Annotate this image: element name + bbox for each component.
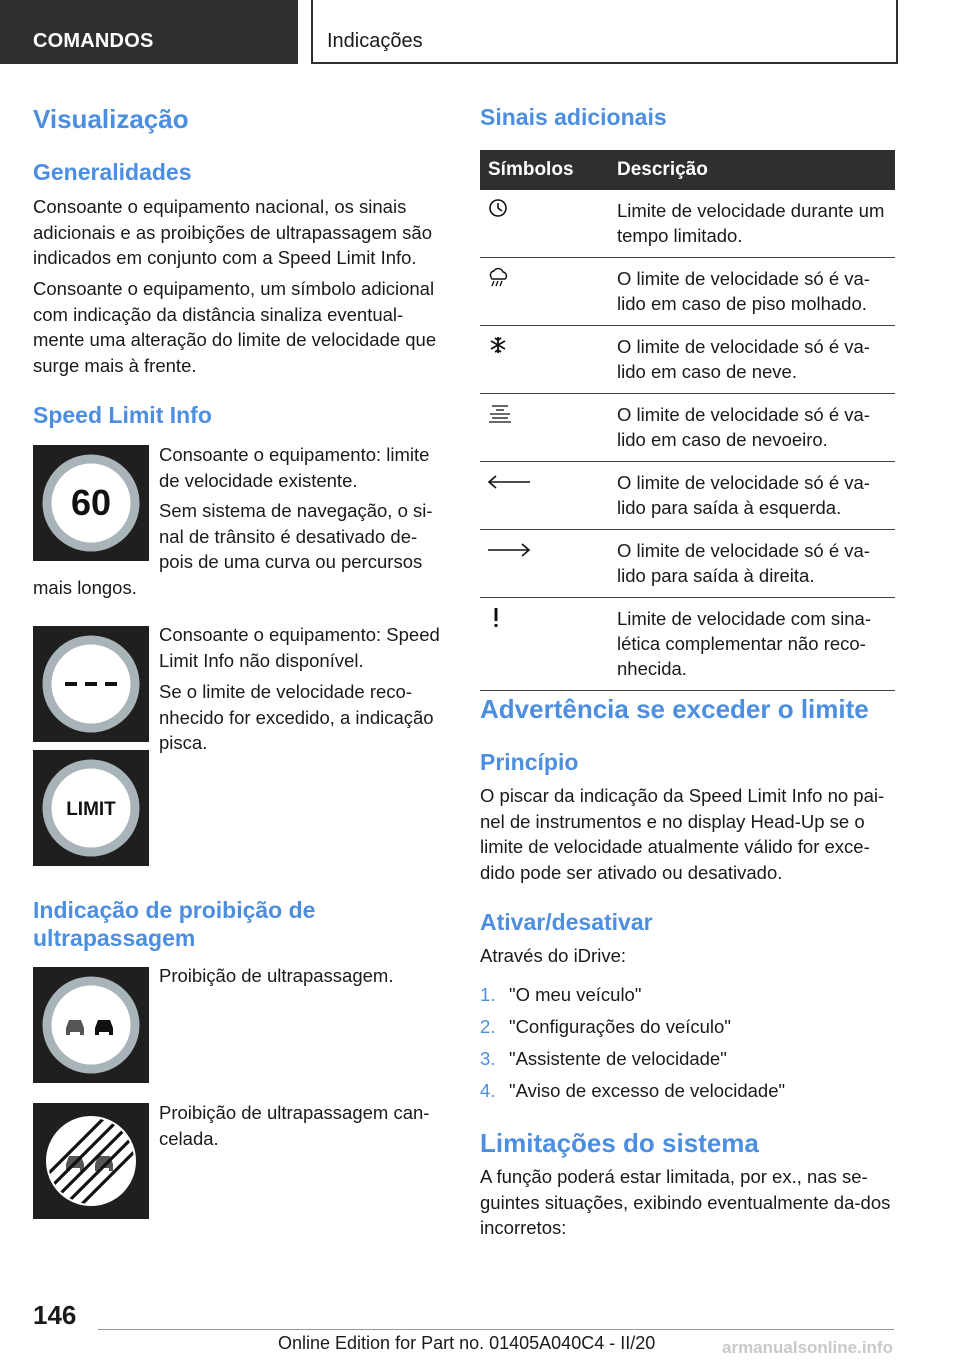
description-cell: Limite de velocidade com sina-lética complementar não reco-nhecida. (609, 598, 895, 691)
speed-limit-paragraph-3: Consoante o equipamento: Speed Limit Info não disponível. (159, 624, 440, 671)
description-cell: Limite de velocidade durante um tempo limitado. (609, 190, 895, 258)
generalidades-heading: Generalidades (33, 159, 192, 185)
step-text: "O meu veículo" (509, 984, 642, 1005)
ativar-paragraph: Através do iDrive: (480, 945, 626, 966)
sign-60-text: 60 (70, 482, 112, 523)
header-chapter-tab (311, 0, 898, 64)
header-chapter-label: Indicações (327, 30, 423, 52)
speed-limit-paragraph-1: Consoante o equipamento: limite de velocidade existente. (159, 444, 430, 491)
no-overtaking-cancelled-sign (33, 1103, 149, 1219)
table-row (480, 326, 895, 394)
step-number: 1. (480, 984, 496, 1005)
arrow-right-icon (486, 538, 532, 562)
step-text: "Aviso de excesso de velocidade" (509, 1080, 786, 1101)
arrow-left-icon (486, 470, 532, 494)
sign-limit-text: LIMIT (66, 799, 116, 820)
table-row (480, 598, 895, 691)
table-row (480, 394, 895, 462)
description-cell: O limite de velocidade só é va-lido para saída à direita. (609, 530, 895, 598)
symbol-cell (480, 394, 609, 462)
speed-limit-paragraph-2: Sem sistema de navegação, o si-nal de trânsito é desativado de-pois de uma curva ou percursos mais longos. (33, 500, 433, 598)
advertencia-heading: Advertência se exceder o limite (480, 694, 869, 724)
speed-limit-unavailable-sign (33, 626, 149, 742)
limitacoes-heading: Limitações do sistema (480, 1128, 759, 1158)
section-title: Visualização (33, 104, 189, 134)
symbol-cell (480, 326, 609, 394)
description-cell: O limite de velocidade só é va-lido em caso de neve. (609, 326, 895, 394)
footer-divider (98, 1329, 894, 1330)
speed-limit-exceeded-sign (33, 750, 149, 866)
generalidades-paragraph-2: Consoante o equipamento, um símbolo adicional com indicação da distância sinaliza eventual-mente uma alteração do limite de velocidade que surge mais à frente. (33, 278, 437, 376)
overtaking-paragraph-1: Proibição de ultrapassagem. (159, 965, 394, 986)
ativar-heading: Ativar/desativar (480, 909, 653, 935)
step-text: "Configurações do veículo" (509, 1016, 731, 1037)
page-number: 146 (33, 1300, 77, 1330)
principio-heading: Princípio (480, 749, 579, 775)
no-overtaking-sign (33, 967, 149, 1083)
step-number: 4. (480, 1080, 496, 1101)
symbols-table-header (480, 150, 895, 190)
list-item (480, 982, 785, 1014)
list-item (480, 1014, 785, 1046)
step-number: 3. (480, 1048, 496, 1069)
symbol-cell (480, 190, 609, 258)
header-section-label: COMANDOS (33, 30, 154, 52)
table-row (480, 530, 895, 598)
col-symbols-header: Símbolos (480, 150, 609, 190)
idrive-steps-list (480, 982, 785, 1110)
clock-icon (486, 198, 510, 222)
generalidades-paragraph-1: Consoante o equipamento nacional, os sinais adicionais e as proibições de ultrapassagem são indicados em conjunto com a Speed Limit Info. (33, 196, 433, 268)
description-cell: O limite de velocidade só é va-lido em caso de nevoeiro. (609, 394, 895, 462)
table-row (480, 462, 895, 530)
step-number: 2. (480, 1016, 496, 1037)
sinais-heading: Sinais adicionais (480, 104, 667, 130)
watermark: armanualsonline.info (722, 1338, 893, 1357)
symbol-cell (480, 462, 609, 530)
overtaking-paragraph-2: Proibição de ultrapassagem can-celada. (159, 1102, 430, 1149)
list-item (480, 1046, 785, 1078)
fog-icon (486, 402, 514, 426)
snowflake-icon (486, 334, 510, 358)
table-row (480, 258, 895, 326)
description-cell: O limite de velocidade só é va-lido para saída à esquerda. (609, 462, 895, 530)
limitacoes-paragraph: A função poderá estar limitada, por ex., nas se-guintes situações, exibindo eventualmente da-dos incorretos: (480, 1166, 891, 1238)
step-text: "Assistente de velocidade" (509, 1048, 727, 1069)
speed-limit-paragraph-2-start (33, 498, 449, 600)
symbol-cell (480, 258, 609, 326)
rain-cloud-icon (486, 266, 512, 290)
col-description-header: Descrição (609, 150, 895, 190)
exclamation-icon (486, 606, 506, 630)
overtaking-heading: Indicação de proibição de ultrapassagem (33, 897, 316, 951)
symbol-cell (480, 530, 609, 598)
footer-edition: Online Edition for Part no. 01405A040C4 - II/20 (278, 1333, 656, 1353)
speed-limit-heading: Speed Limit Info (33, 402, 212, 428)
table-row (480, 190, 895, 258)
speed-limit-paragraph-4: Se o limite de velocidade reco-nhecido for excedido, a indicação pisca. (159, 681, 434, 753)
list-item (480, 1078, 785, 1110)
header-section-tab (0, 0, 298, 64)
symbols-table (480, 150, 895, 691)
principio-paragraph: O piscar da indicação da Speed Limit Info no pai-nel de instrumentos e no display Head-Up se o limite de velocidade atualmente válido for exce-dido pode ser ativado ou desativado. (480, 785, 885, 883)
symbol-cell (480, 598, 609, 691)
description-cell: O limite de velocidade só é va-lido em caso de piso molhado. (609, 258, 895, 326)
